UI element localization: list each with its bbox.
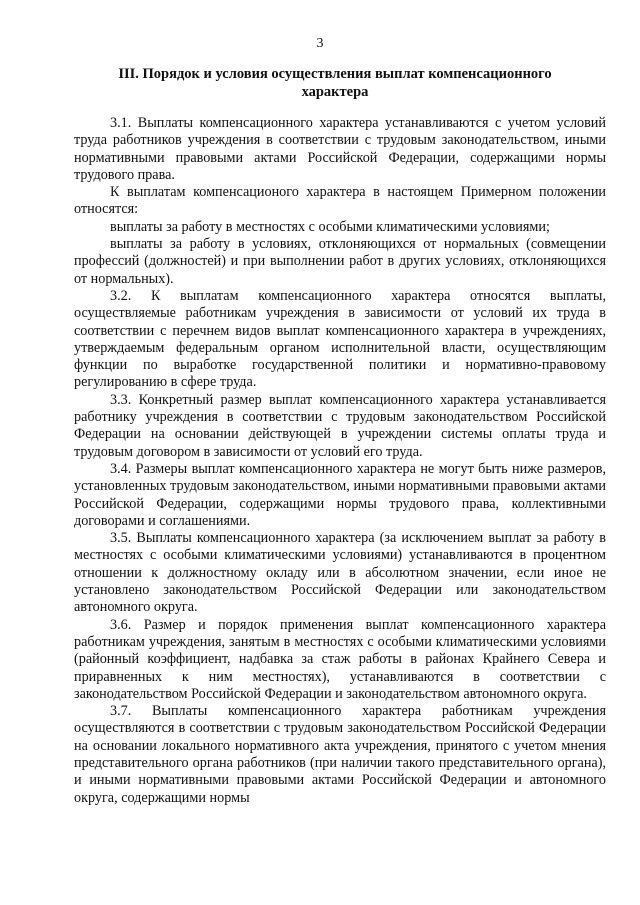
paragraph-3-4: 3.4. Размеры выплат компенсационного характера не могут быть ниже размеров, установленных трудовым законодательством, иными нормативными правовыми актами Российской Федерации, содержащими нормы трудового права, коллективными договорами и соглашениями.: [74, 460, 606, 529]
paragraph-compensation-types-intro: К выплатам компенсационого характера в настоящем Примерном положении относятся:: [74, 184, 606, 218]
paragraph-climatic-conditions: выплаты за работу в местностях с особыми климатическими условиями;: [110, 218, 550, 235]
document-body: [74, 115, 606, 807]
paragraph-3-2: 3.2. К выплатам компенсационного характера относятся выплаты, осуществляемые работникам учреждения в зависимости от условий их труда в соответствии с перечнем видов выплат компенсационного характера в учреждениях, утверждаемым федеральным органом исполнительной власти, осуществляющим функции по выработке государственной политики и нормативно-правовому регулированию в сфере труда.: [74, 287, 606, 391]
paragraph-3-5: 3.5. Выплаты компенсационного характера (за исключением выплат за работу в местностях с особыми климатическими условиями) устанавливаются в процентном отношении к должностному окладу или в абсолютном значении, если иное не установлено законодательством Российской Федерации или законодательством автономного округа.: [74, 530, 606, 616]
page-number: 3: [316, 36, 324, 51]
paragraph-abnormal-conditions: выплаты за работу в условиях, отклоняющихся от нормальных (совмещении профессий (должностей) и при выполнении работ в других условиях, отклоняющихся от нормальных).: [74, 236, 606, 287]
paragraph-3-7: 3.7. Выплаты компенсационного характера работникам учреждения осуществляются в соответствии с трудовым законодательством Российской Федерации на основании локального нормативного акта учреждения, принятого с учетом мнения представительного органа работников (при наличии такого представительного органа), и иными нормативными правовыми актами Российской Федерации и автономного округа, содержащими нормы: [74, 703, 606, 806]
paragraph-3-6: 3.6. Размер и порядок применения выплат компенсационного характера работникам учреждения, занятым в местностях с особыми климатическими условиями (районный коэффициент, надбавка за стаж работы в районах Крайнего Севера и приравненных к ним местностях), устанавливаются в соответствии с законодательством Российской Федерации и законодательством автономного округа.: [74, 616, 606, 702]
paragraph-3-1: 3.1. Выплаты компенсационного характера устанавливаются с учетом условий труда работников учреждения в соответствии с трудовым законодательством, иными нормативными правовыми актами Российской Федерации, содержащими нормы трудового права.: [74, 115, 606, 183]
section-title: III. Порядок и условия осуществления выплат компенсационного характера: [118, 66, 552, 100]
paragraph-3-3: 3.3. Конкретный размер выплат компенсационного характера устанавливается работнику учреждения в соответствии с трудовым законодательством Российской Федерации на основании действующей в учреждении системы оплаты труда и трудовым договором в зависимости от условий его труда.: [74, 391, 606, 460]
